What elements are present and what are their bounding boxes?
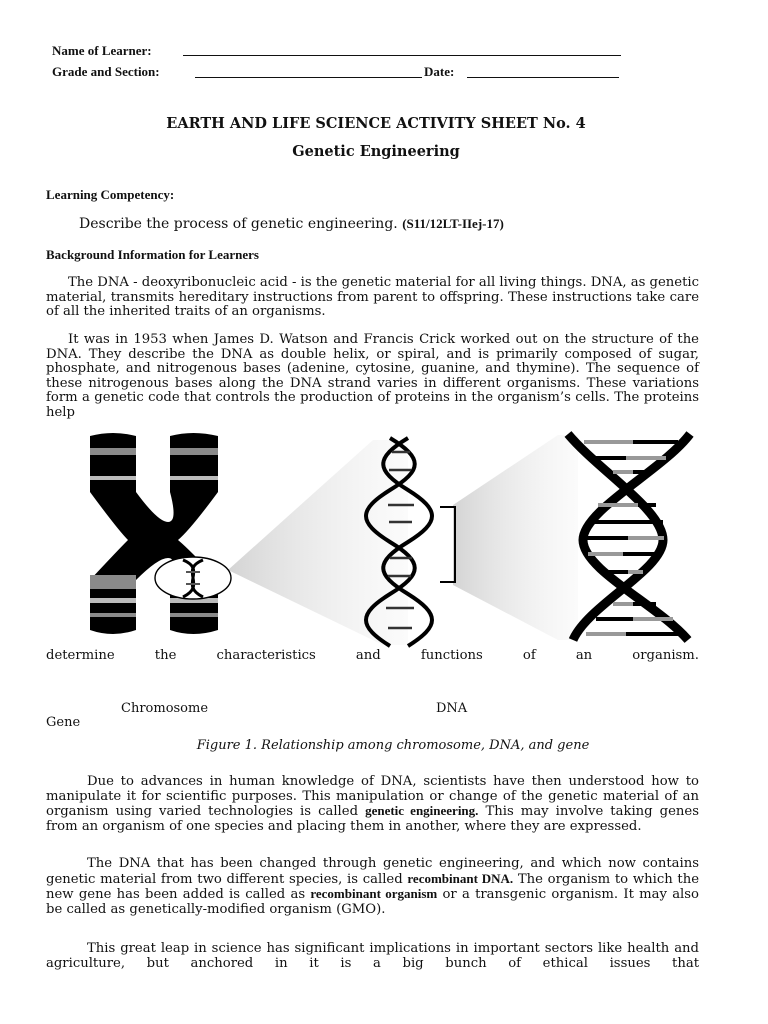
competency-description: Describe the process of genetic engineering. bbox=[79, 216, 398, 232]
zoom-beam-1 bbox=[228, 440, 408, 645]
name-of-learner-field[interactable] bbox=[183, 55, 621, 56]
paragraph-2-continuation-text: determine the characteristics and functions of an organism. bbox=[46, 648, 699, 663]
competency-text bbox=[79, 216, 504, 232]
paragraph-3-text-a: Due to advances in human knowledge of DNA, scientists have then understood how to manipulate it for scientific purposes. This manipulation or change of the genetic material of an organism using varied technologies is called bbox=[46, 774, 699, 820]
body-paragraph-4 bbox=[46, 857, 699, 917]
name-of-learner-label: Name of Learner: bbox=[52, 43, 152, 58]
competency-heading: Learning Competency: bbox=[46, 187, 175, 202]
background-paragraph-2 bbox=[46, 333, 699, 421]
paragraph-2-text: It was in 1953 when James D. Watson and Francis Crick worked out on the structure of the DNA. They describe the DNA as double helix, or spiral, and is primarily composed of sugar, phosphate, and nitrogenous bases (adenine, cytosine, guanine, and thymine). The sequence of these nitrogenous bases along the DNA strand varies in different organisms. These variations form a genetic code that controls the production of proteins in the organism’s cells. The proteins help bbox=[46, 332, 699, 420]
grade-and-section-label: Grade and Section: bbox=[52, 64, 160, 79]
gene-label: Gene bbox=[46, 715, 81, 730]
date-field[interactable] bbox=[467, 77, 619, 78]
gene-closeup-icon bbox=[568, 434, 690, 640]
background-heading: Background Information for Learners bbox=[46, 247, 259, 262]
page-title: EARTH AND LIFE SCIENCE ACTIVITY SHEET No. 4 bbox=[166, 115, 586, 132]
paragraph-2-continuation bbox=[46, 648, 699, 663]
dna-label: DNA bbox=[436, 701, 468, 716]
chromosome-dna-gene-figure bbox=[78, 430, 708, 650]
competency-code: (S11/12LT-IIej-17) bbox=[402, 216, 504, 231]
page-subtitle: Genetic Engineering bbox=[292, 143, 460, 160]
paragraph-4-text-c: or a transgenic organism. It may also be called as genetically-modified organism (GMO). bbox=[46, 887, 699, 917]
grade-and-section-field[interactable] bbox=[195, 77, 422, 78]
background-paragraph-1 bbox=[46, 276, 699, 320]
genetic-engineering-term: genetic engineering. bbox=[365, 803, 479, 819]
body-paragraph-3 bbox=[46, 775, 699, 834]
paragraph-4-text-a: The DNA that has been changed through genetic engineering, and which now contains genetic material from two different species, is called bbox=[46, 856, 699, 887]
paragraph-3-text-b: This may involve taking genes from an organism of one species and placing them in another, where they are expressed. bbox=[46, 804, 699, 834]
date-label: Date: bbox=[424, 64, 455, 79]
body-paragraph-5 bbox=[46, 942, 699, 971]
figure-caption: Figure 1. Relationship among chromosome, DNA, and gene bbox=[196, 738, 590, 753]
chromosome-label: Chromosome bbox=[121, 701, 209, 716]
zoom-beam-2 bbox=[453, 435, 578, 640]
recombinant-dna-term: recombinant DNA. bbox=[407, 870, 514, 886]
recombinant-organism-term: recombinant organism bbox=[310, 886, 438, 902]
paragraph-1-text: The DNA - deoxyribonucleic acid - is the genetic material for all living things. DNA, as genetic material, transmits hereditary instructions from parent to offspring. These instructions take care of all the inherited traits of an organisms. bbox=[46, 275, 699, 320]
chromosome-icon bbox=[90, 433, 231, 634]
paragraph-5-text: This great leap in science has significant implications in important sectors like health and agriculture, but anchored in it is a big bunch of ethical issues that bbox=[46, 941, 699, 971]
paragraph-4-text-b: The organism to which the new gene has been added is called as bbox=[46, 871, 699, 903]
